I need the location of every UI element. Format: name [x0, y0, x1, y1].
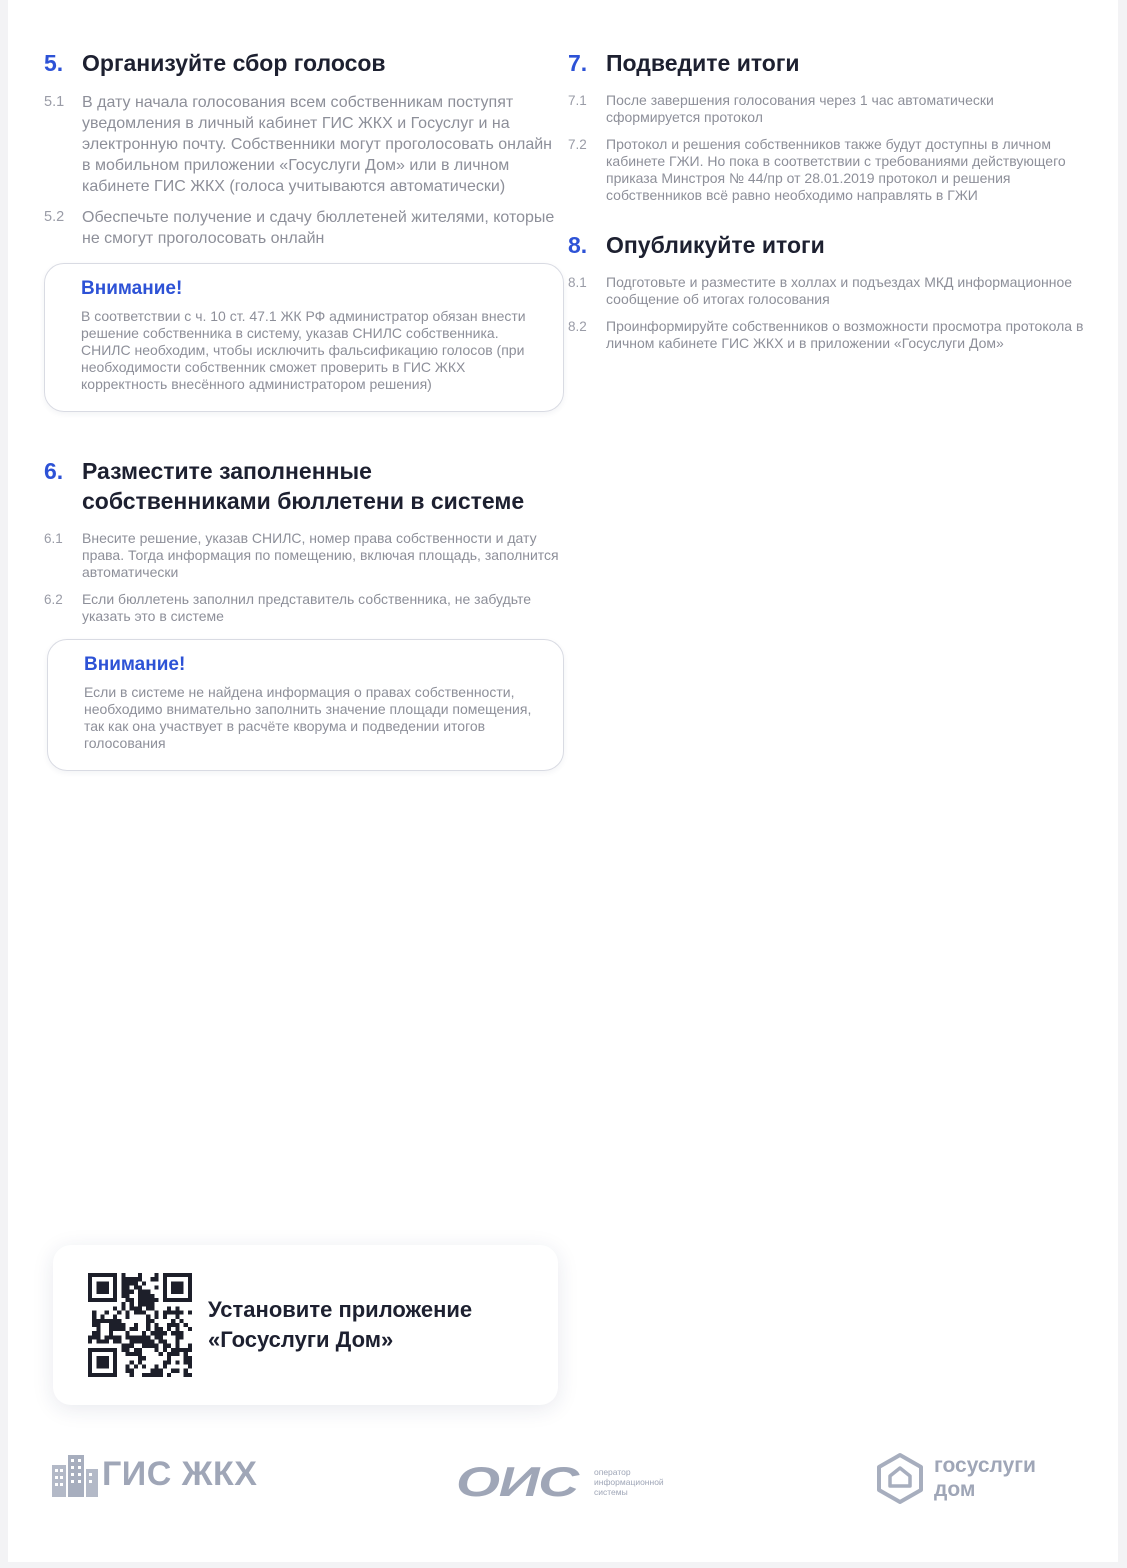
notice-title: Внимание! — [84, 654, 186, 675]
section-5-heading — [44, 48, 564, 78]
house-icon — [876, 1452, 924, 1504]
right-column — [568, 48, 1088, 362]
item-text: Подготовьте и разместите в холлах и подъездах МКД информационное сообщение об итогах голосования — [606, 274, 1073, 307]
ois-caption-line: системы — [594, 1487, 628, 1497]
item-number: 7.1 — [568, 93, 587, 108]
list-item — [568, 274, 1088, 308]
list-item — [44, 591, 564, 625]
section-title: Разместите заполненные собственниками бюллетени в системе — [82, 458, 525, 514]
section-8-heading — [568, 230, 1088, 260]
list-item — [568, 318, 1088, 352]
gis-zhkh-logo-text: ГИС ЖКХ — [102, 1454, 258, 1493]
gis-zhkh-logo — [52, 1450, 257, 1498]
section-title: Организуйте сбор голосов — [82, 50, 386, 76]
section-title: Подведите итоги — [606, 50, 800, 76]
item-text: Протокол и решения собственников также будут доступны в личном кабинете ГЖИ. Но пока в соответствии с требованиями действующего приказа Минстроя № 44/пр от 28.01.2019 протокол и решения собственников всё равно необходимо направлять в ГЖИ — [606, 136, 1066, 203]
item-number: 6.1 — [44, 531, 63, 546]
ois-logo-text: ОИС — [456, 1458, 578, 1505]
install-app-line-2: «Госуслуги Дом» — [208, 1327, 394, 1352]
list-item — [568, 92, 1088, 126]
install-app-text — [208, 1295, 472, 1355]
list-item — [44, 207, 564, 249]
item-text: Если бюллетень заполнил представитель собственника, не забудьте указать это в системе — [82, 591, 532, 624]
left-column — [44, 48, 564, 771]
section-6-heading — [44, 456, 564, 516]
ois-logo — [456, 1458, 664, 1506]
item-text: Проинформируйте собственников о возможности просмотра протокола в личном кабинете ГИС ЖКХ и в приложении «Госуслуги Дом» — [606, 318, 1084, 351]
item-number: 5.2 — [44, 209, 65, 225]
item-text: После завершения голосования через 1 час автоматически сформируется протокол — [606, 92, 994, 125]
ois-caption-line: информационной — [594, 1477, 664, 1487]
item-text: Внесите решение, указав СНИЛС, номер права собственности и дату права. Тогда информация по помещению, включая площадь, заполнится автоматически — [82, 530, 559, 580]
gosuslugi-dom-text — [934, 1454, 1036, 1502]
ois-caption-line: оператор — [594, 1467, 631, 1477]
document-page — [8, 0, 1118, 1562]
item-number: 8.1 — [568, 275, 587, 290]
item-number: 6.2 — [44, 592, 63, 607]
gosuslugi-dom-logo — [876, 1452, 1036, 1504]
item-text: В дату начала голосования всем собственникам поступят уведомления в личный кабинет ГИС ЖКХ и Госуслуг и на электронную почту. Собственники могут проголосовать онлайн в мобильном приложении «Госуслуги Дом» или в личном кабинете ГИС ЖКХ (голоса учитываются автоматически) — [82, 94, 552, 195]
section-title: Опубликуйте итоги — [606, 232, 825, 258]
item-number: 7.2 — [568, 137, 587, 152]
notice-text: Если в системе не найдена информация о правах собственности, необходимо внимательно заполнить значение площади помещения, так как она участвует в расчёте кворума и подведении итогов голосования — [84, 684, 532, 751]
list-item — [44, 530, 564, 581]
item-number: 5.1 — [44, 94, 65, 110]
section-number: 6. — [44, 458, 64, 484]
section-number: 8. — [568, 232, 588, 258]
notice-title: Внимание! — [81, 278, 183, 299]
install-app-card — [53, 1245, 558, 1405]
buildings-icon — [52, 1451, 98, 1497]
section-number: 5. — [44, 50, 64, 76]
section-number: 7. — [568, 50, 588, 76]
section-7-heading — [568, 48, 1088, 78]
item-number: 8.2 — [568, 319, 587, 334]
dom-line: дом — [934, 1478, 976, 1501]
gosuslugi-line: госуслуги — [934, 1454, 1036, 1477]
list-item — [44, 92, 564, 197]
item-text: Обеспечьте получение и сдачу бюллетеней жителями, которые не смогут проголосовать онлайн — [82, 209, 555, 247]
qr-code-icon[interactable] — [88, 1273, 192, 1377]
notice-text: В соответствии с ч. 10 ст. 47.1 ЖК РФ администратор обязан внести решение собственника в систему, указав СНИЛС собственника. СНИЛС необходим, чтобы исключить фальсификацию голосов (при необходимости собственник сможет проверить в ГИС ЖКХ корректность внесённого администратором решения) — [81, 308, 526, 392]
list-item — [568, 136, 1088, 204]
install-app-line-1: Установите приложение — [208, 1297, 473, 1322]
attention-notice — [47, 639, 564, 771]
attention-notice — [44, 263, 564, 412]
